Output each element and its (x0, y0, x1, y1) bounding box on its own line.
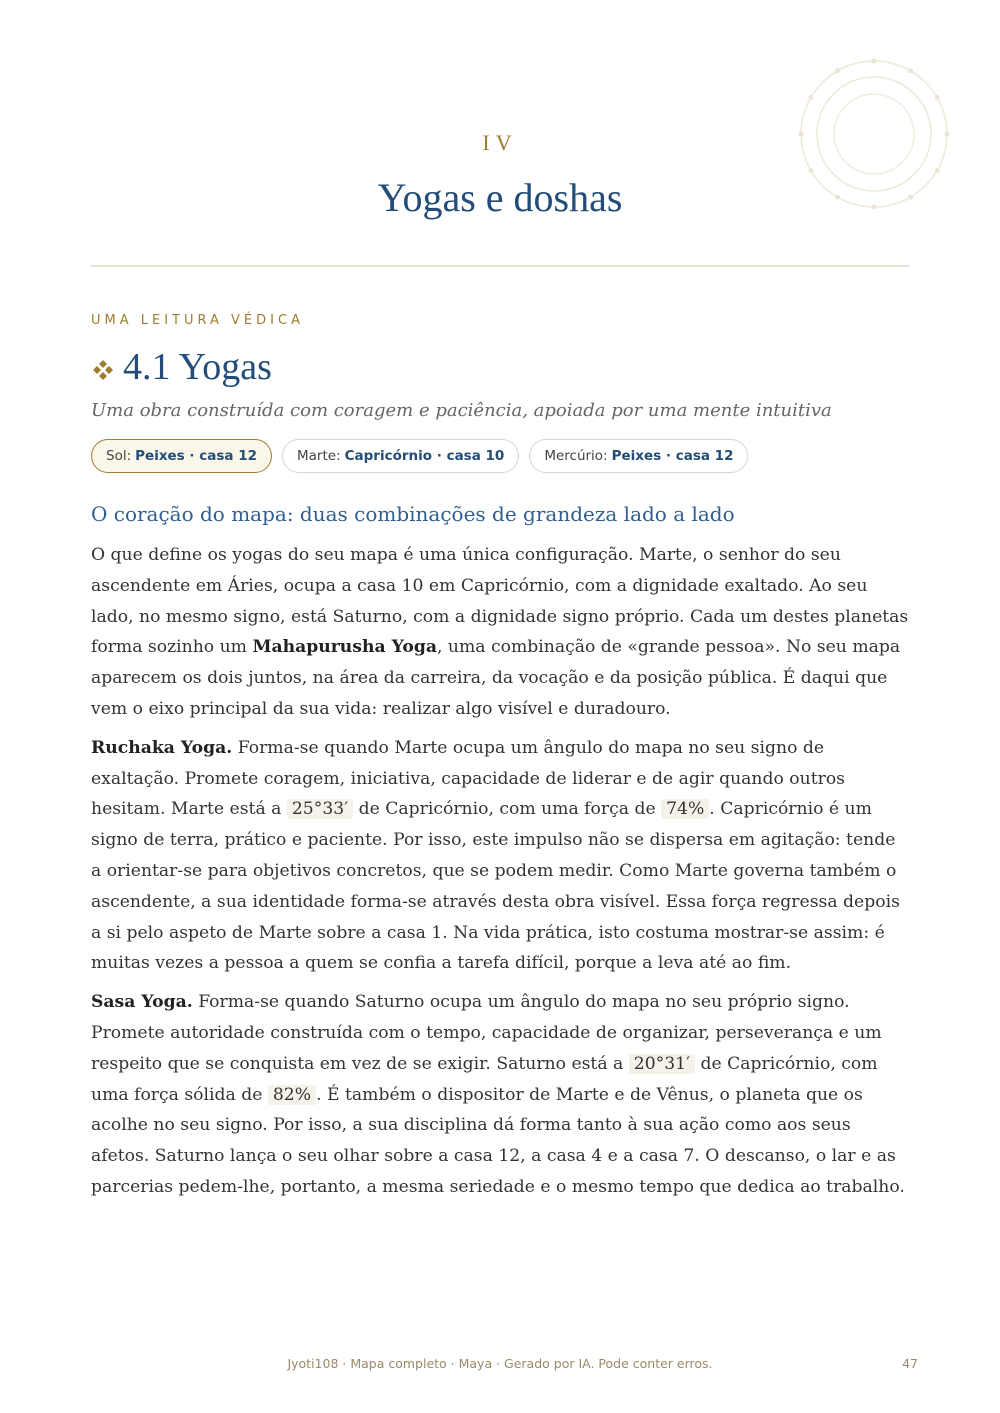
paragraph-intro (91, 540, 909, 725)
text-run: Forma-se quando Saturno ocupa um ângulo do mapa no seu próprio signo. Promete autoridade construída com o tempo, capacidade de organizar, perseverança e um respeito que se conquista em vez de se exigir. Saturno está a (91, 992, 882, 1074)
pill-value: Peixes · casa 12 (135, 448, 257, 464)
pill-mercurio[interactable] (529, 439, 748, 473)
text-run: de Capricórnio, com uma força sólida de (91, 1053, 878, 1105)
strength-value: 82% (268, 1085, 316, 1105)
pill-label: Sol: (106, 448, 132, 464)
pill-label: Marte: (297, 448, 341, 464)
pill-value: Peixes · casa 12 (611, 448, 734, 464)
pill-value: Capricórnio · casa 10 (344, 448, 505, 464)
section-title: 4.1 Yogas (123, 346, 272, 388)
text-run: , uma combinação de «grande pessoa». No seu mapa aparecem os dois juntos, na área da carreira, da vocação e da posição pública. É daqui que vem o eixo principal da sua vida: realizar algo visível e duradouro. (91, 637, 901, 719)
text-run: de Capricórnio, com uma força de (353, 799, 662, 820)
four-diamond-icon (91, 358, 115, 382)
bold-term: Mahapurusha Yoga (252, 637, 437, 658)
text-run: . Capricórnio é um signo de terra, prático e paciente. Por isso, este impulso não se dispersa em agitação: tende a orientar-se para objetivos concretos, que se podem medir. Como Marte governa também o ascendente, a sua identidade forma-se através desta obra visível. Essa força regressa depois a si pelo aspeto de Marte sobre a casa 1. Na vida prática, isto costuma mostrar-se assim: é muitas vezes a pessoa a quem se confia a tarefa difícil, porque a leva até ao fim. (91, 799, 900, 974)
paragraph-ruchaka (91, 733, 909, 979)
text-run: . É também o dispositor de Marte e de Vênus, o planeta que os acolhe no seu signo. Por isso, a sua disciplina dá forma tanto à sua ação como aos seus afetos. Saturno lança o seu olhar sobre a casa 12, a casa 4 e a casa 7. O descanso, o lar e as parcerias pedem-lhe, portanto, a mesma seriedade e o mesmo tempo que dedica ao trabalho. (91, 1084, 905, 1197)
subsection-heading: O coração do mapa: duas combinações de grandeza lado a lado (91, 502, 735, 526)
pill-sol[interactable] (91, 439, 272, 473)
section-heading (91, 345, 272, 389)
page-number: 47 (902, 1356, 918, 1371)
pill-marte[interactable] (282, 439, 519, 473)
section-subtitle: Uma obra construída com coragem e paciência, apoiada por uma mente intuitiva (91, 400, 832, 421)
strength-value: 74% (661, 799, 709, 819)
body-text (91, 540, 909, 1211)
page-footer: Jyoti108 · Mapa completo · Maya · Gerado por IA. Pode conter erros. (287, 1356, 713, 1371)
degree-value: 20°31′ (629, 1054, 695, 1074)
yoga-name: Ruchaka Yoga. (91, 737, 233, 758)
yoga-name: Sasa Yoga. (91, 992, 193, 1013)
chapter-title: Yogas e doshas (377, 175, 623, 220)
section-eyebrow: UMA LEITURA VÉDICA (91, 313, 304, 328)
planet-pills (91, 439, 758, 473)
text-run: Forma-se quando Marte ocupa um ângulo do mapa no seu signo de exaltação. Promete coragem, iniciativa, capacidade de liderar e de agir quando outros hesitam. Marte está a (91, 737, 845, 820)
text-run: O que define os yogas do seu mapa é uma única configuração. Marte, o senhor do seu ascendente em Áries, ocupa a casa 10 em Capricórnio, com a dignidade exaltado. Ao seu lado, no mesmo signo, está Saturno, com a dignidade signo próprio. Cada um destes planetas forma sozinho um (91, 545, 909, 658)
degree-value: 25°33′ (287, 799, 353, 819)
divider (91, 265, 909, 267)
paragraph-sasa (91, 987, 909, 1203)
pill-label: Mercúrio: (544, 448, 608, 464)
chapter-number: IV (482, 130, 518, 155)
